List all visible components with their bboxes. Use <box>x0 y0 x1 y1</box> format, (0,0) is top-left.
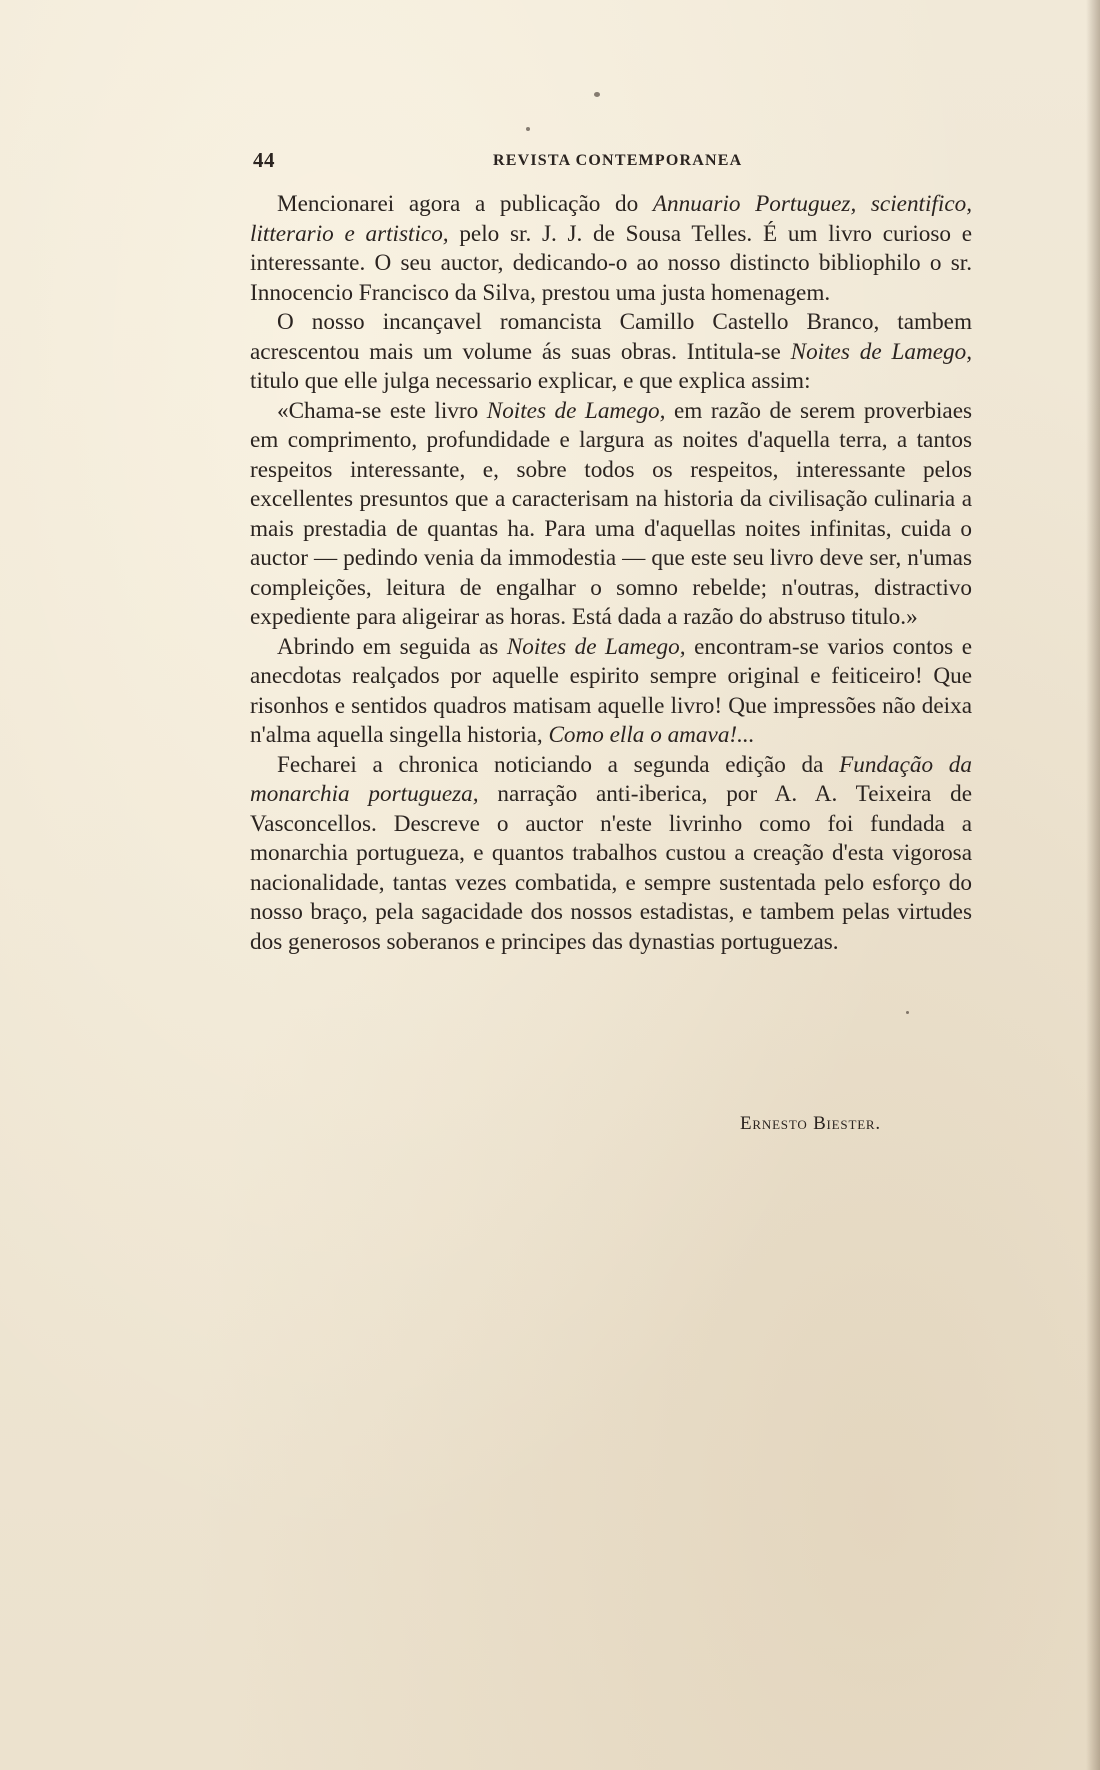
page-number: 44 <box>253 148 275 172</box>
journal-title: REVISTA CONTEMPORANEA <box>493 152 743 169</box>
text-run: «Chama-se este livro <box>277 397 487 424</box>
paragraph <box>250 190 972 308</box>
text-run: Fecharei a chronica noticiando a segunda edição da <box>277 751 840 778</box>
author-signature: Ernesto Biester. <box>740 1113 881 1134</box>
paper-speck <box>906 1011 909 1014</box>
text-run: em razão de serem proverbiaes em comprimento, profundidade e largura as noites d'aquella terra, a tantos respeitos interessante, e, sobre todos os respeitos, interessante pelos excellentes presuntos que a caracterisam na historia da civilisação culinaria a mais prestadia de quantas ha. Para uma d'aquellas noites infinitas, cuida o auctor — pedindo venia da immodestia — que este seu livro deve ser, n'umas compleições, leitura de engalhar o somno rebelde; n'outras, distractivo expediente para aligeirar as horas. Está dada a razão do abstruso titulo.» <box>250 397 973 630</box>
italic-title: Fundação da monarchia portugueza, <box>250 751 972 807</box>
italic-title: Noites de Lamego, <box>486 397 666 424</box>
paper-speck <box>594 92 600 97</box>
text-run: Mencionarei agora a publicação do <box>277 191 653 217</box>
text-run: encontram-se varios contos e anecdotas realçados por aquelle espirito sempre original e feiticeiro! Que risonhos e sentidos quadros matisam aquelle livro! Que impressões não deixa n'alma aquella singella historia, <box>250 633 973 748</box>
italic-title: Como ella o amava!... <box>548 722 755 748</box>
paragraph <box>250 751 972 958</box>
italic-title: Noites de Lamego, <box>506 633 686 660</box>
text-run: O nosso incançavel romancista Camillo Castello Branco, tambem acrescentou mais um volume ás suas obras. Intitula-se <box>250 309 972 365</box>
text-run: pelo sr. J. J. de Sousa Telles. É um livro curioso e interessante. O seu auctor, dedicando-o ao nosso distincto bibliophilo o sr. Innocencio Francisco da Silva, prestou uma justa homenagem. <box>250 220 973 306</box>
text-run: narração anti-iberica, por A. A. Teixeira de Vasconcellos. Descreve o auctor n'este livrinho como foi fundada a monarchia portugueza, e quantos trabalhos custou a creação d'esta vigorosa nacionalidade, tantas vezes combatida, e sempre sustentada pelo esforço do nosso braço, pela sagacidade dos nossos estadistas, e tambem pelas virtudes dos generosos soberanos e principes das dynastias portuguezas. <box>250 781 972 955</box>
italic-title: Annuario Portuguez, scientifico, litterario e artistico, <box>250 191 973 247</box>
text-run: Abrindo em seguida as <box>277 633 507 660</box>
text-run: titulo que elle julga necessario explicar, e que explica assim: <box>250 368 811 394</box>
paragraph <box>250 397 972 633</box>
paper-speck <box>526 127 530 131</box>
page-edge-shadow <box>1086 0 1100 1770</box>
italic-title: Noites de Lamego, <box>790 338 972 365</box>
paragraph <box>250 633 972 751</box>
running-head <box>253 148 973 174</box>
article-body <box>250 190 972 957</box>
paragraph <box>250 308 972 397</box>
